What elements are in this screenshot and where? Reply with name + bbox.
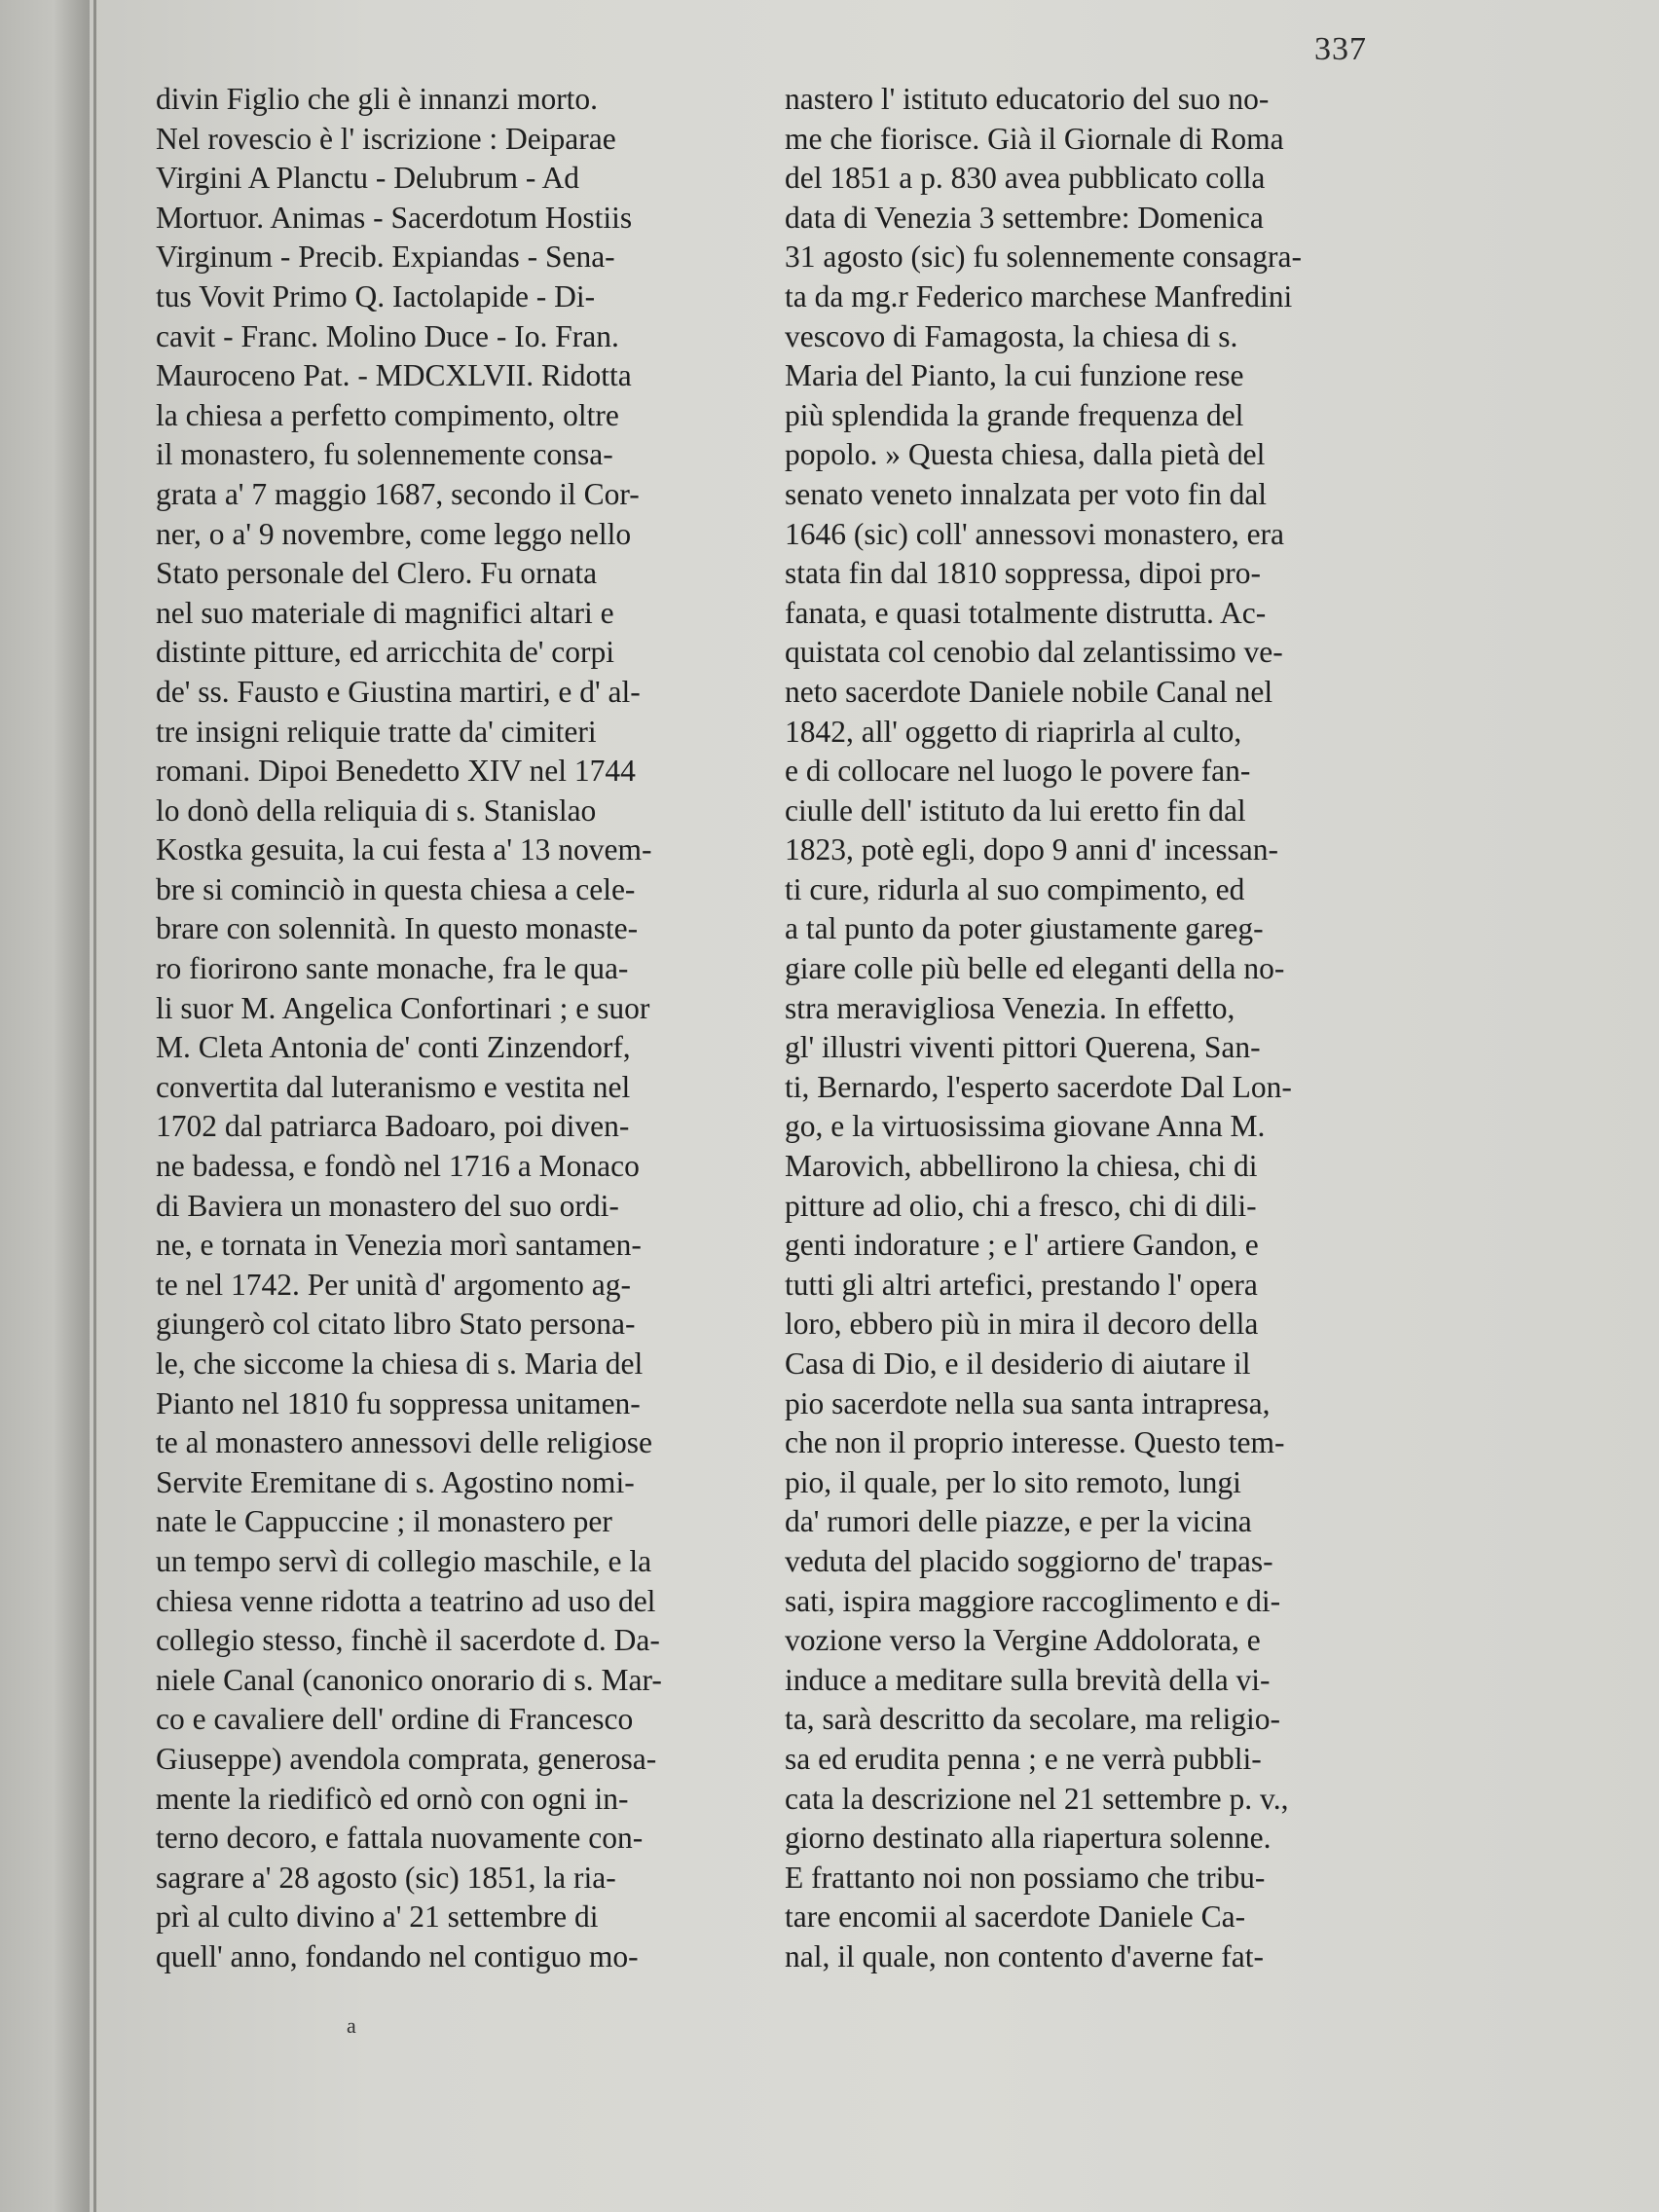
left-column-line: collegio stesso, finchè il sacerdote d. Da- [156,1623,660,1658]
left-column-line: grata a' 7 maggio 1687, secondo il Cor- [156,476,640,511]
right-column-line: giorno destinato alla riapertura solenne. [785,1821,1272,1856]
right-column-line: a tal punto da poter giustamente gareg- [785,911,1264,946]
right-column-line: 1823, potè egli, dopo 9 anni d' incessan- [785,832,1278,867]
right-column-line: 1646 (sic) coll' annessovi monastero, era [785,516,1285,551]
right-column-line: stata fin dal 1810 soppressa, dipoi pro- [785,556,1262,591]
page-number: 337 [1314,31,1367,67]
right-column-line: cata la descrizione nel 21 settembre p. v., [785,1781,1289,1816]
left-column-line: giungerò col citato libro Stato persona- [156,1307,636,1342]
book-gutter [0,0,90,2212]
right-column-line: go, e la virtuosissima giovane Anna M. [785,1109,1266,1144]
right-column-line: quistata col cenobio dal zelantissimo ve- [785,635,1283,670]
left-column-line: tus Vovit Primo Q. Iactolapide - Di- [156,278,596,313]
left-column-line: di Baviera un monastero del suo ordi- [156,1188,619,1223]
right-column-line: Marovich, abbellirono la chiesa, chi di [785,1149,1258,1184]
left-column-line: cavit - Franc. Molino Duce - Io. Fran. [156,318,619,353]
right-column-line: vozione verso la Vergine Addolorata, e [785,1623,1261,1658]
right-column-line: gl' illustri viventi pittori Querena, San- [785,1030,1261,1065]
right-column-line: sa ed erudita penna ; e ne verrà pubbli- [785,1741,1262,1776]
right-column-line: E frattanto noi non possiamo che tribu- [785,1860,1266,1895]
right-column-line: veduta del placido soggiorno de' trapas- [785,1543,1273,1578]
right-column-line: vescovo di Famagosta, la chiesa di s. [785,318,1238,353]
right-column-line: pitture ad olio, chi a fresco, chi di dili- [785,1188,1257,1223]
left-column-line: nate le Cappuccine ; il monastero per [156,1504,612,1539]
right-column-line: neto sacerdote Daniele nobile Canal nel [785,674,1273,709]
left-column-line: brare con solennità. In questo monaste- [156,911,639,946]
left-column-line: convertita dal luteranismo e vestita nel [156,1069,631,1104]
right-column-line: 1842, all' oggetto di riaprirla al culto, [785,714,1242,749]
left-column-line: Virgini A Planctu - Delubrum - Ad [156,161,580,196]
right-column-line: data di Venezia 3 settembre: Domenica [785,200,1264,235]
right-column-line: ti, Bernardo, l'esperto sacerdote Dal Lon- [785,1069,1292,1104]
left-column-line: divin Figlio che gli è innanzi morto. [156,82,599,116]
right-column-line: tare encomii al sacerdote Daniele Ca- [785,1899,1246,1935]
left-column-line: Giuseppe) avendola comprata, generosa- [156,1741,657,1776]
left-column-line: terno decoro, e fattala nuovamente con- [156,1821,644,1856]
page-fold [93,0,96,2212]
right-column-line: stra meravigliosa Venezia. In effetto, [785,990,1235,1025]
right-column-line: del 1851 a p. 830 avea pubblicato colla [785,161,1266,196]
left-column-line: te nel 1742. Per unità d' argomento ag- [156,1267,631,1302]
right-column-line: senato veneto innalzata per voto fin dal [785,476,1268,511]
right-column-line: loro, ebbero più in mira il decoro della [785,1307,1259,1342]
right-column-line: pio, il quale, per lo sito remoto, lungi [785,1464,1241,1499]
left-column-line: mente la riedificò ed ornò con ogni in- [156,1781,629,1816]
left-column-line: Virginum - Precib. Expiandas - Sena- [156,240,615,275]
right-column-line: fanata, e quasi totalmente distrutta. Ac- [785,595,1267,630]
left-column-line: de' ss. Fausto e Giustina martiri, e d' al- [156,674,641,709]
left-column-line: Mortuor. Animas - Sacerdotum Hostiis [156,200,633,235]
left-column-line: ne, e tornata in Venezia morì santamen- [156,1228,642,1263]
left-column-line: li suor M. Angelica Confortinari ; e suor [156,990,650,1025]
left-column-line: sagrare a' 28 agosto (sic) 1851, la ria- [156,1860,616,1895]
left-column-line: la chiesa a perfetto compimento, oltre [156,397,619,432]
text-column-left [156,80,752,1977]
right-column-line: più splendida la grande frequenza del [785,397,1244,432]
right-column-line: ta, sarà descritto da secolare, ma religio- [785,1702,1281,1737]
left-column-line: niele Canal (canonico onorario di s. Mar- [156,1662,662,1697]
right-column-line: giare colle più belle ed eleganti della no- [785,951,1285,986]
left-column-line: romani. Dipoi Benedetto XIV nel 1744 [156,754,636,789]
right-column-line: nal, il quale, non contento d'averne fat- [785,1938,1264,1973]
left-column-line: il monastero, fu solennemente consa- [156,437,613,472]
text-column-right [785,80,1386,1977]
left-column-line: Nel rovescio è l' iscrizione : Deiparae [156,121,616,156]
right-column-line: tutti gli altri artefici, prestando l' opera [785,1267,1258,1302]
left-column-line: lo donò della reliquia di s. Stanislao [156,793,597,828]
right-column-line: Maria del Pianto, la cui funzione rese [785,358,1244,393]
right-column-line: me che fiorisce. Già il Giornale di Roma [785,121,1284,156]
right-column-line: genti indorature ; e l' artiere Gandon, e [785,1228,1259,1263]
right-column-line: pio sacerdote nella sua santa intrapresa, [785,1385,1271,1420]
left-column-line: Stato personale del Clero. Fu ornata [156,556,598,591]
left-column-line: M. Cleta Antonia de' conti Zinzendorf, [156,1030,631,1065]
right-column-line: popolo. » Questa chiesa, dalla pietà del [785,437,1266,472]
right-column-line: Casa di Dio, e il desiderio di aiutare il [785,1346,1251,1381]
right-column-line: ciulle dell' istituto da lui eretto fin dal [785,793,1246,828]
left-column-line: 1702 dal patriarca Badoaro, poi diven- [156,1109,630,1144]
left-column-line: le, che siccome la chiesa di s. Maria del [156,1346,644,1381]
left-column-line: un tempo servì di collegio maschile, e la [156,1543,652,1578]
left-column-line: tre insigni reliquie tratte da' cimiteri [156,714,597,749]
left-column-line: quell' anno, fondando nel contiguo mo- [156,1938,639,1973]
right-column-line: ta da mg.r Federico marchese Manfredini [785,278,1293,313]
left-column-line: Kostka gesuita, la cui festa a' 13 novem- [156,832,652,867]
left-column-line: co e cavaliere dell' ordine di Francesco [156,1702,634,1737]
left-column-line: te al monastero annessovi delle religiose [156,1425,652,1460]
left-column-line: prì al culto divino a' 21 settembre di [156,1899,599,1935]
left-column-line: ne badessa, e fondò nel 1716 a Monaco [156,1149,640,1184]
left-column-line: Pianto nel 1810 fu soppressa unitamen- [156,1385,641,1420]
right-column-line: da' rumori delle piazze, e per la vicina [785,1504,1252,1539]
left-column-line: Servite Eremitane di s. Agostino nomi- [156,1464,635,1499]
signature-mark: a [347,2013,356,2038]
right-column-line: che non il proprio interesse. Questo tem- [785,1425,1285,1460]
left-column-line: bre si cominciò in questa chiesa a cele- [156,871,636,906]
right-column-line: e di collocare nel luogo le povere fan- [785,754,1251,789]
right-column-line: induce a meditare sulla brevità della vi- [785,1662,1271,1697]
right-column-line: sati, ispira maggiore raccoglimento e di- [785,1583,1281,1618]
left-column-line: chiesa venne ridotta a teatrino ad uso del [156,1583,656,1618]
right-column-line: nastero l' istituto educatorio del suo no- [785,82,1270,116]
left-column-line: ro fiorirono sante monache, fra le qua- [156,951,629,986]
right-column-line: 31 agosto (sic) fu solennemente consagra- [785,240,1302,275]
right-column-line: ti cure, ridurla al suo compimento, ed [785,871,1245,906]
left-column-line: nel suo materiale di magnifici altari e [156,595,614,630]
left-column-line: Mauroceno Pat. - MDCXLVII. Ridotta [156,358,632,393]
left-column-line: distinte pitture, ed arricchita de' corpi [156,635,614,670]
left-column-line: ner, o a' 9 novembre, come leggo nello [156,516,632,551]
